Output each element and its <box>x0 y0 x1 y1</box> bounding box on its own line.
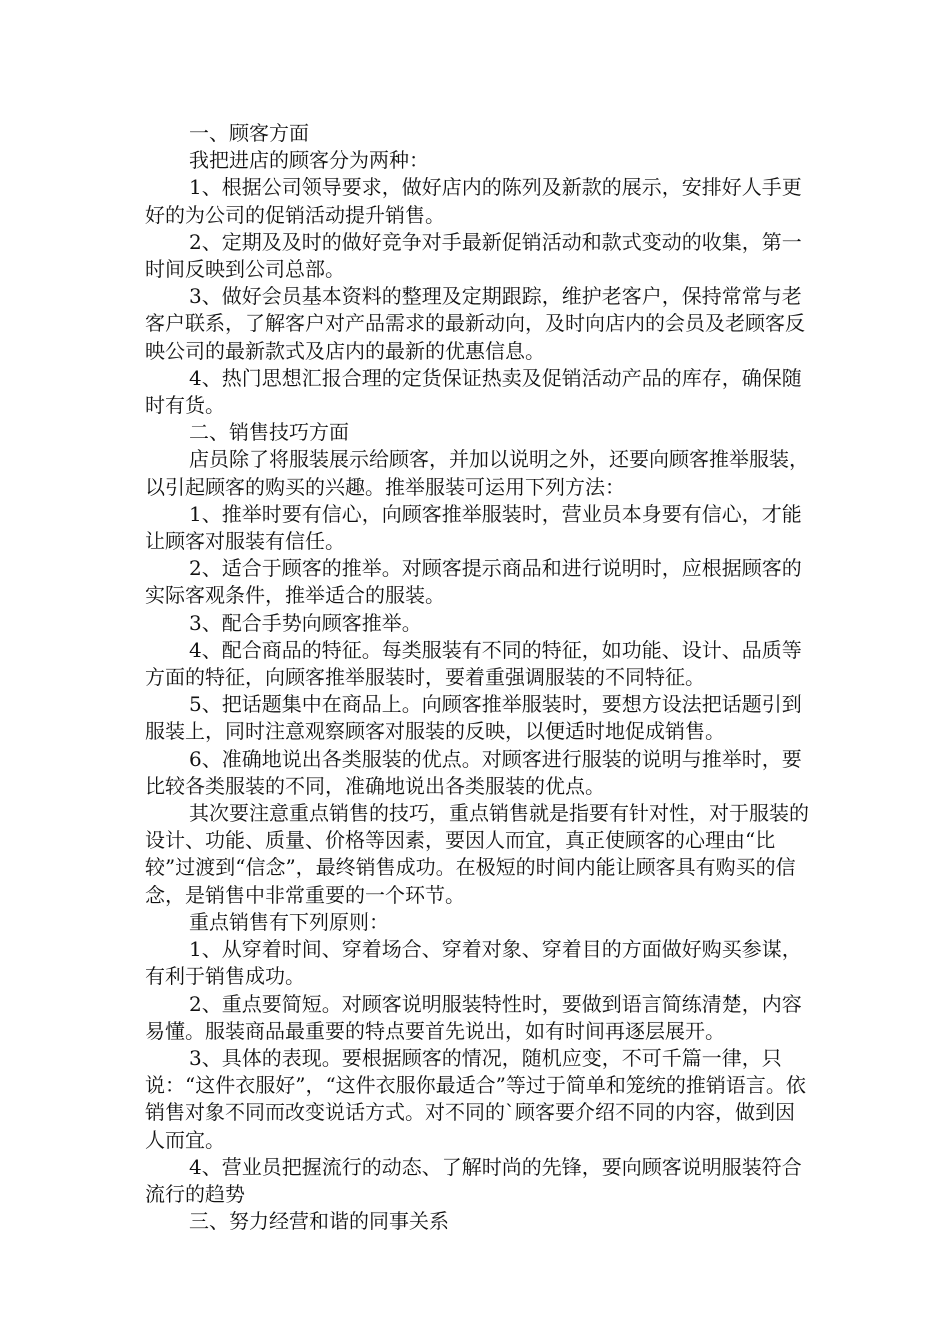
list-item: 1、从穿着时间、穿着场合、穿着对象、穿着目的方面做好购买参谋，有利于销售成功。 <box>145 937 802 989</box>
list-item: 4、营业员把握流行的动态、了解时尚的先锋，要向顾客说明服装符合流行的趋势 <box>145 1154 802 1206</box>
paragraph: 重点销售有下列原则： <box>189 909 389 934</box>
list-item: 6、准确地说出各类服装的优点。对顾客进行服装的说明与推举时，要比较各类服装的不同，准确地说出各类服装的优点。 <box>145 746 802 798</box>
list-item: 3、配合手势向顾客推举。 <box>189 610 422 635</box>
section-heading-customers: 一、顾客方面 <box>189 121 309 145</box>
paragraph: 店员除了将服装展示给顾客，并加以说明之外，还要向顾客推举服装，以引起顾客的购买的兴趣。推举服装可运用下列方法： <box>145 447 809 499</box>
paragraph: 其次要注意重点销售的技巧，重点销售就是指要有针对性，对于服装的设计、功能、质量、价格等因素，要因人而宜，真正使顾客的心理由“比较”过渡到“信念”，最终销售成功。在极短的时间内能让顾客具有购买的信念，是销售中非常重要的一个环节。 <box>145 801 809 907</box>
paragraph: 我把进店的顾客分为两种： <box>189 148 429 173</box>
document-body <box>145 120 813 1235</box>
list-item: 2、重点要简短。对顾客说明服装特性时，要做到语言简练清楚，内容易懂。服装商品最重要的特点要首先说出，如有时间再逐层展开。 <box>145 991 802 1043</box>
list-item: 3、具体的表现。要根据顾客的情况，随机应变，不可千篇一律，只说：“这件衣服好”，“这件衣服你最适合”等过于简单和笼统的推销语言。依销售对象不同而改变说话方式。对不同的`顾客要介绍不同的内容，做到因人而宜。 <box>145 1045 806 1152</box>
section-heading-colleague-relations: 三、努力经营和谐的同事关系 <box>189 1209 449 1234</box>
list-item: 2、定期及及时的做好竞争对手最新促销活动和款式变动的收集，第一时间反映到公司总部。 <box>145 229 802 282</box>
list-item: 4、热门思想汇报合理的定货保证热卖及促销活动产品的库存，确保随时有货。 <box>145 365 802 418</box>
list-item: 3、做好会员基本资料的整理及定期跟踪，维护老客户，保持常常与老客户联系，了解客户对产品需求的最新动向，及时向店内的会员及老顾客反映公司的最新款式及店内的最新的优惠信息。 <box>145 284 805 363</box>
list-item: 1、推举时要有信心，向顾客推举服装时，营业员本身要有信心，才能让顾客对服装有信任。 <box>145 501 802 554</box>
list-item: 2、适合于顾客的推举。对顾客提示商品和进行说明时，应根据顾客的实际客观条件，推举适合的服装。 <box>145 556 802 608</box>
section-heading-sales-skills: 二、销售技巧方面 <box>189 420 349 445</box>
list-item: 4、配合商品的特征。每类服装有不同的特征，如功能、设计、品质等方面的特征，向顾客推举服装时，要着重强调服装的不同特征。 <box>145 637 802 690</box>
list-item: 5、把话题集中在商品上。向顾客推举服装时，要想方设法把话题引到服装上，同时注意观察顾客对服装的反映，以便适时地促成销售。 <box>145 692 802 744</box>
list-item: 1、根据公司领导要求，做好店内的陈列及新款的展示，安排好人手更好的为公司的促销活动提升销售。 <box>145 175 802 227</box>
